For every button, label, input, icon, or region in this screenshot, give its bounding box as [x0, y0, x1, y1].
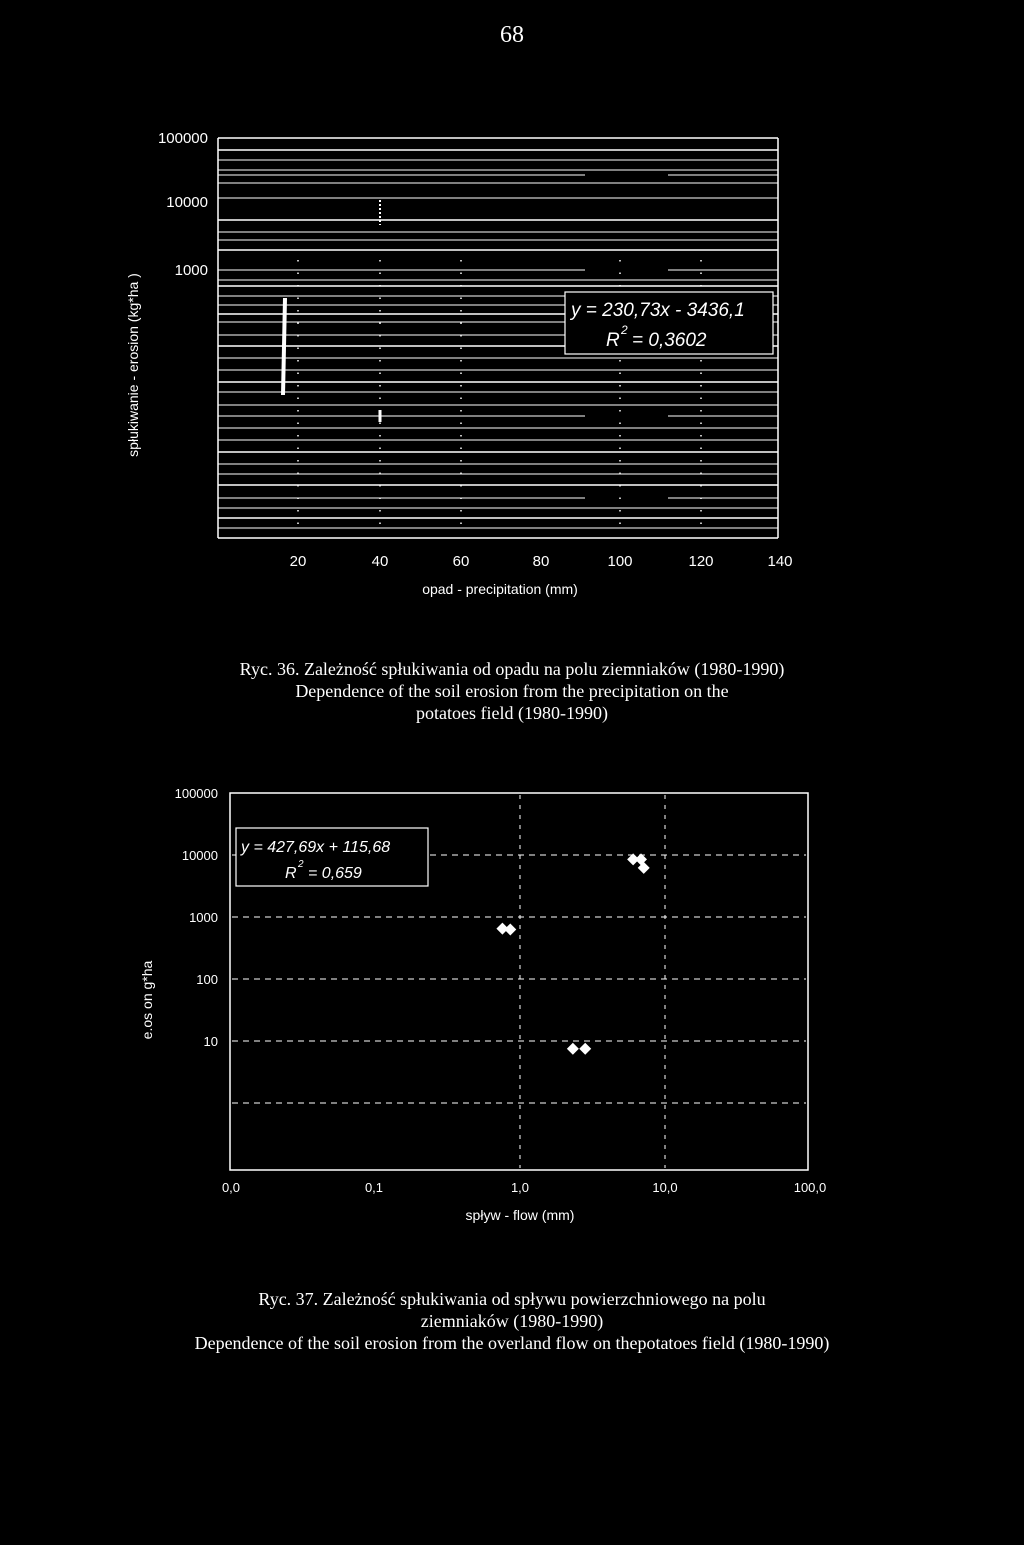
chart2-data-points: [496, 853, 649, 1054]
figure-36-caption: [0, 658, 1024, 724]
chart1-ytick: 100000: [157, 130, 208, 147]
chart2-data-point: [504, 923, 516, 935]
chart2-regression-equation: y = 427,69x + 115,68: [241, 839, 391, 856]
caption-37-polish-line2: ziemniaków (1980-1990): [420, 1311, 604, 1331]
chart1-ytick: 10000: [166, 194, 208, 211]
caption-37-polish-line1: Ryc. 37. Zależność spłukiwania od spływu powierzchniowego na polu: [258, 1289, 766, 1309]
figure-37-caption: [0, 1288, 1024, 1354]
chart1-xtick: 20: [289, 553, 307, 570]
chart1-xtick: 140: [767, 553, 793, 570]
chart2-xtick: 1,0: [510, 1180, 530, 1195]
chart2-ytick: 100000: [174, 786, 218, 801]
chart2-ytick: 1000: [189, 910, 218, 925]
chart2-ytick: 10: [203, 1034, 218, 1049]
chart1-xtick: 80: [532, 553, 550, 570]
chart1-xtick: 60: [452, 553, 470, 570]
caption-37-english: Dependence of the soil erosion from the overland flow on thepotatoes field (1980-1990): [194, 1333, 830, 1353]
caption-36-english-line2: potatoes field (1980-1990): [416, 703, 608, 723]
chart2-equation-box: [236, 828, 428, 886]
chart2-r2-exponent: 2: [298, 859, 304, 870]
caption-36-polish: Ryc. 36. Zależność spłukiwania od opadu na polu ziemniaków (1980-1990): [239, 659, 785, 679]
flow-erosion-chart: [0, 760, 1024, 1230]
chart1-xtick: 100: [607, 553, 633, 570]
chart1-yaxis-title: spłukiwanie - erosion (kg*ha ): [125, 273, 141, 457]
chart2-xtick: 0,1: [364, 1180, 384, 1195]
chart2-ytick: 100: [196, 972, 218, 987]
chart2-xtick: 10,0: [652, 1180, 678, 1195]
chart1-equation-box: [565, 292, 773, 354]
chart2-xtick: 0,0: [221, 1180, 241, 1195]
chart1-regression-equation: y = 230,73x - 3436,1: [571, 300, 745, 321]
chart2-xtick-labels: [222, 1180, 826, 1195]
chart2-data-point: [567, 1043, 579, 1055]
chart1-r2-value: = 0,3602: [632, 330, 707, 351]
caption-36-english-line1: Dependence of the soil erosion from the precipitation on the: [295, 681, 729, 701]
chart1-xtick: 120: [688, 553, 714, 570]
chart1-xtick: 40: [371, 553, 389, 570]
chart1-xaxis-title: opad - precipitation (mm): [422, 581, 578, 597]
chart2-ytick: 10000: [181, 848, 218, 863]
chart1-r2-label: R: [606, 330, 620, 351]
chart2-data-point: [579, 1043, 591, 1055]
precipitation-erosion-chart: [0, 100, 1024, 620]
chart2-xaxis-title: spływ - flow (mm): [465, 1207, 575, 1223]
chart2-yaxis-title: e.os on g*ha: [139, 960, 155, 1040]
chart2-ytick-labels: [175, 786, 218, 1049]
page-number: 68: [500, 22, 524, 48]
chart2-r2-label: R: [285, 865, 297, 882]
chart2-r2-value: = 0,659: [308, 865, 362, 882]
chart1-ytick: 1000: [174, 262, 208, 279]
chart2-xtick: 100,0: [793, 1180, 827, 1195]
chart1-xtick-labels: [290, 553, 793, 570]
chart1-r2-exponent: 2: [621, 323, 628, 337]
chart1-ytick-labels: [158, 130, 208, 279]
